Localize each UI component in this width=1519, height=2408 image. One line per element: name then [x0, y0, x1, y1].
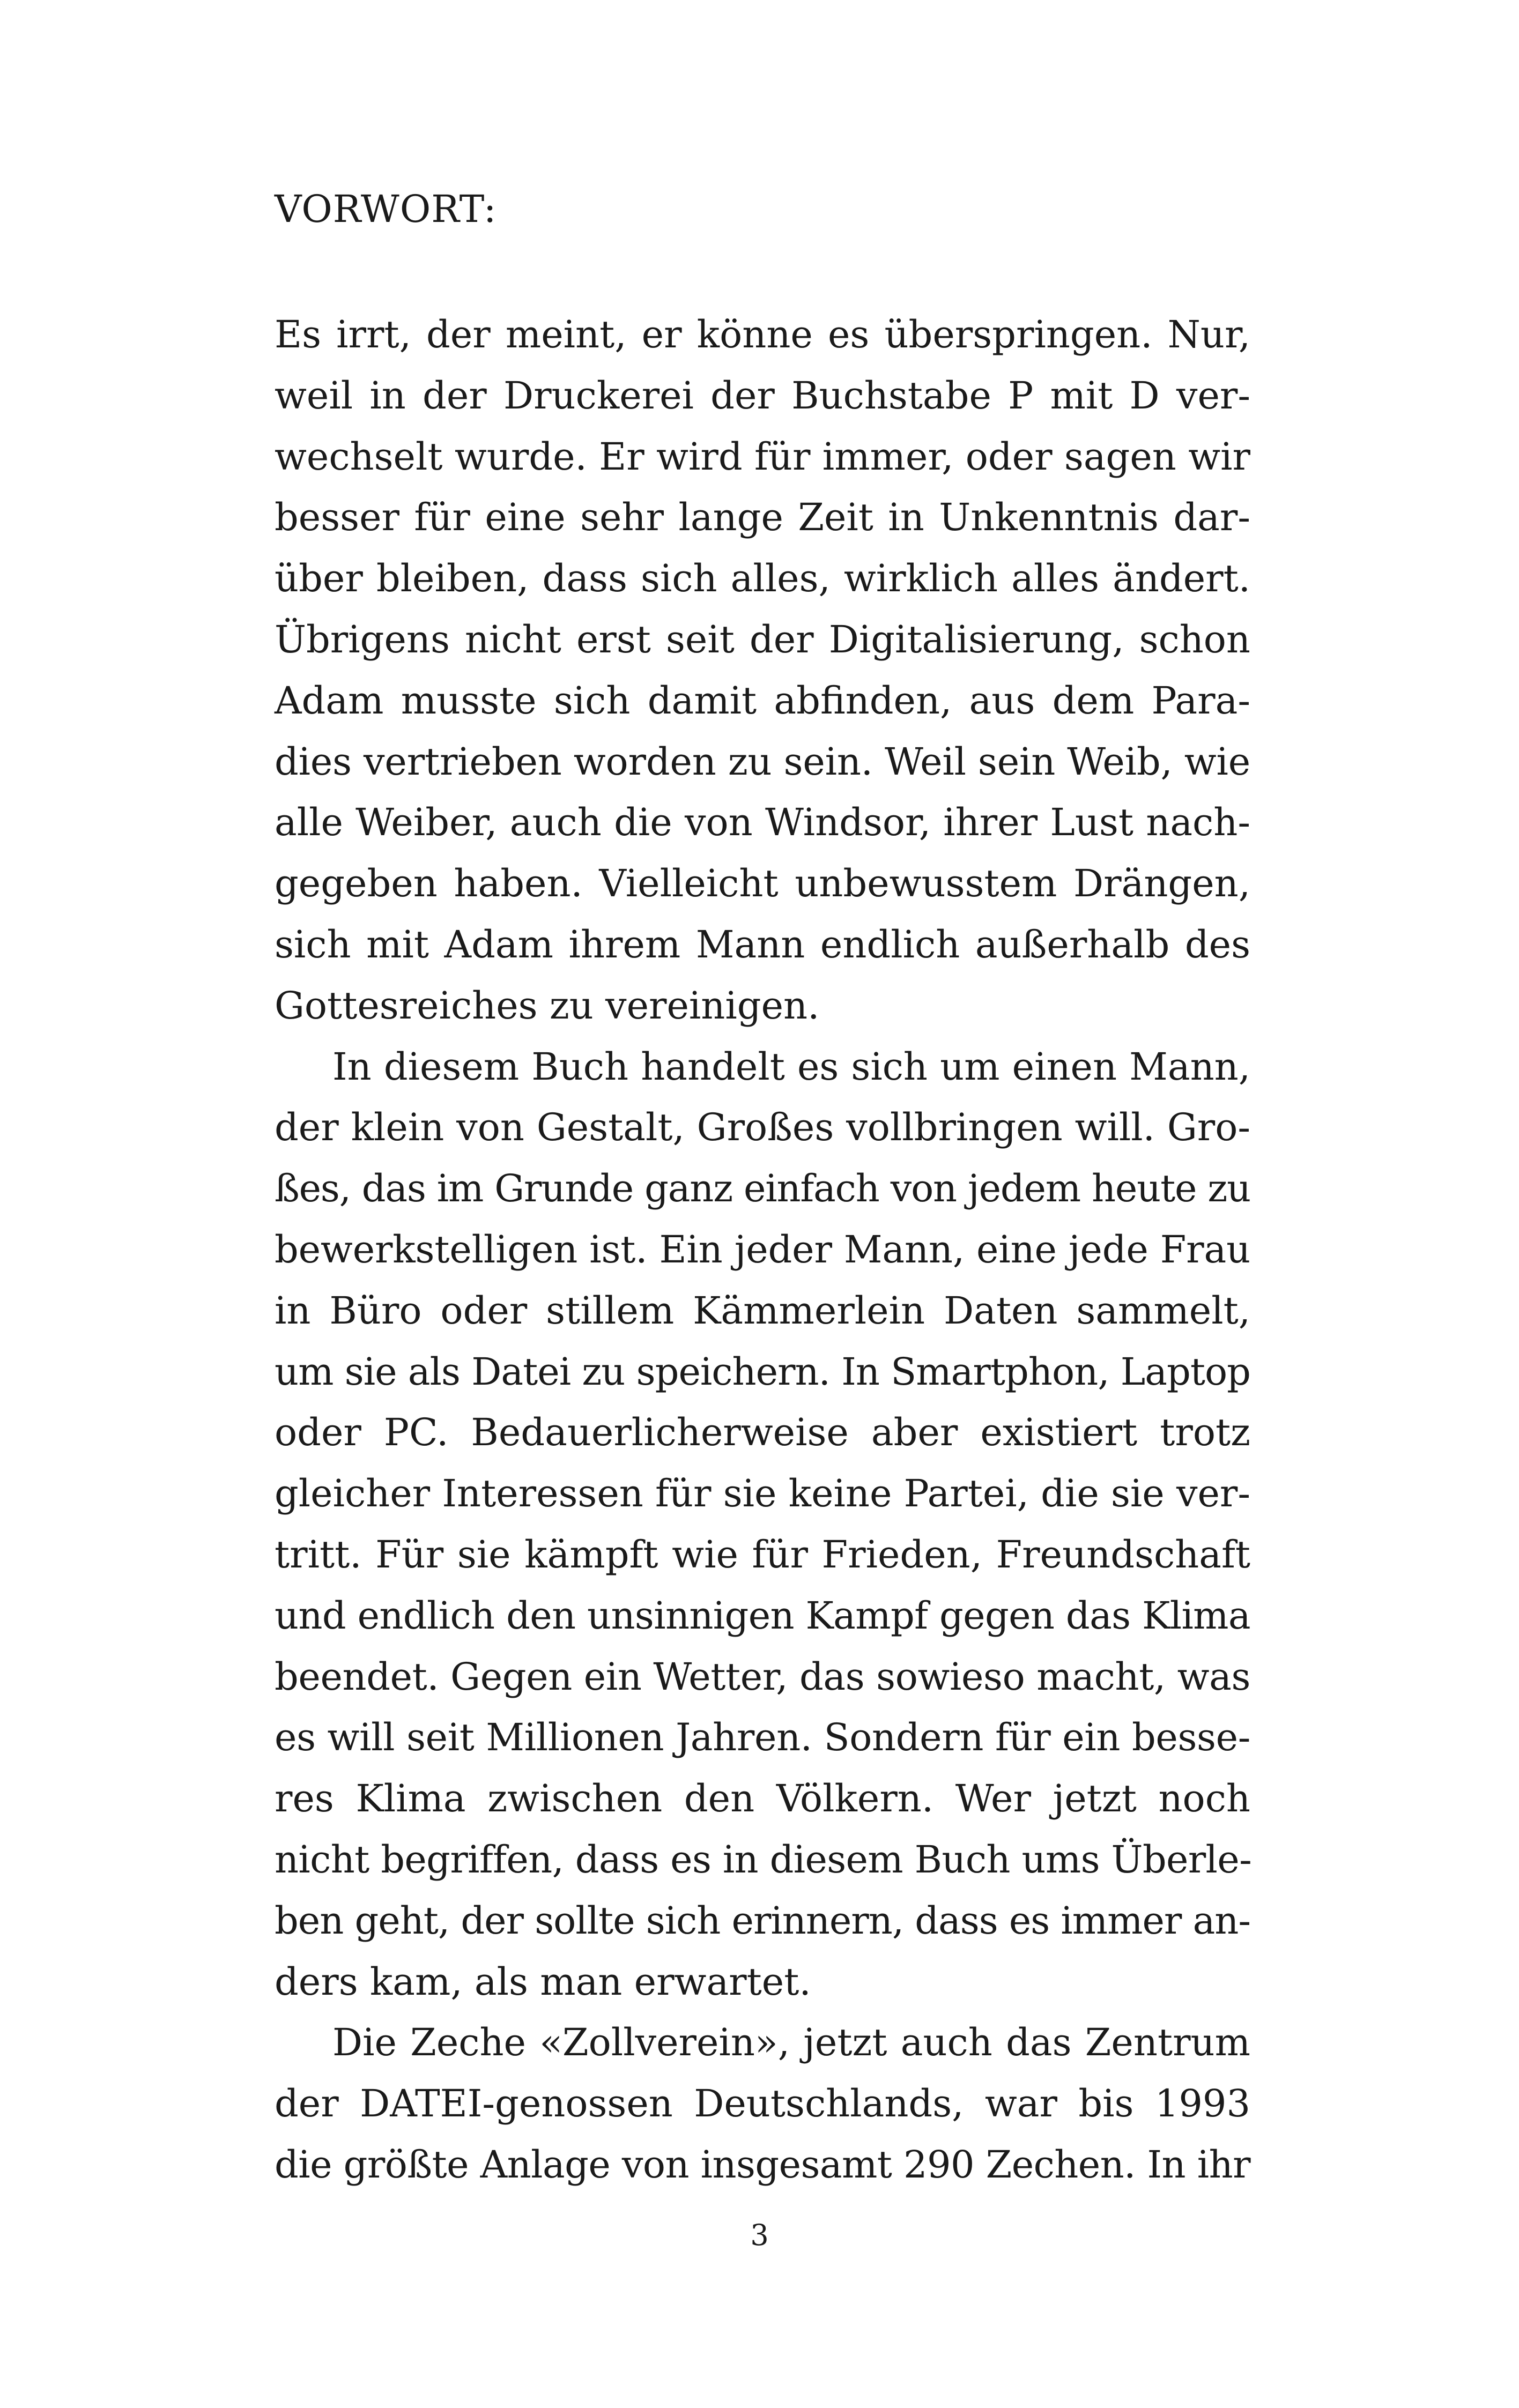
text-line: wechselt wurde. Er wird für immer, oder sagen wir	[275, 434, 1250, 479]
text-line: ben geht, der sollte sich erinnern, dass es immer an-	[275, 1898, 1250, 1943]
text-line: Gottesreiches zu vereinigen.	[275, 983, 820, 1028]
text-line: nicht begriffen, dass es in diesem Buch ums Überle-	[275, 1837, 1252, 1882]
text-line: ders kam, als man erwartet.	[275, 1959, 811, 2004]
text-line: der klein von Gestalt, Großes vollbringen will. Gro-	[275, 1105, 1250, 1150]
text-line: es will seit Millionen Jahren. Sondern für ein besse-	[275, 1715, 1250, 1760]
text-line: weil in der Druckerei der Buchstabe P mit D ver-	[275, 373, 1250, 418]
text-line: sich mit Adam ihrem Mann endlich außerhalb des	[275, 922, 1250, 967]
text-line: ßes, das im Grunde ganz einfach von jedem heute zu	[275, 1166, 1250, 1211]
text-line: res Klima zwischen den Völkern. Wer jetzt noch	[275, 1777, 1250, 1821]
text-line: Es irrt, der meint, er könne es überspringen. Nur,	[275, 313, 1250, 356]
text-line: und endlich den unsinnigen Kampf gegen das Klima	[275, 1593, 1250, 1638]
text-line: besser für eine sehr lange Zeit in Unkenntnis dar-	[275, 495, 1250, 540]
text-line: alle Weiber, auch die von Windsor, ihrer Lust nach-	[275, 800, 1250, 845]
text-line: Die Zeche «Zollverein», jetzt auch das Zentrum	[332, 2020, 1250, 2065]
text-line: Adam musste sich damit abfinden, aus dem Para-	[275, 678, 1250, 723]
text-line: die größte Anlage von insgesamt 290 Zechen. In ihr	[275, 2142, 1250, 2187]
text-line: dies vertrieben worden zu sein. Weil sein Weib, wie	[275, 739, 1250, 784]
text-line: über bleiben, dass sich alles, wirklich alles ändert.	[275, 556, 1250, 601]
text-line: Übrigens nicht erst seit der Digitalisierung, schon	[275, 617, 1250, 662]
text-line: gegeben haben. Vielleicht unbewusstem Drängen,	[275, 861, 1250, 906]
body-text	[275, 304, 1250, 2196]
text-line: der DATEI-genossen Deutschlands, war bis 1993	[275, 2082, 1250, 2126]
text-line: in Büro oder stillem Kämmerlein Daten sammelt,	[275, 1288, 1250, 1333]
text-line: um sie als Datei zu speichern. In Smartphon, Laptop	[275, 1349, 1250, 1394]
text-line: bewerkstelligen ist. Ein jeder Mann, eine jede Frau	[275, 1227, 1250, 1272]
text-line: tritt. Für sie kämpft wie für Frieden, Freundschaft	[275, 1532, 1250, 1577]
text-line: beendet. Gegen ein Wetter, das sowieso macht, was	[275, 1654, 1250, 1699]
text-line: In diesem Buch handelt es sich um einen Mann,	[332, 1044, 1250, 1089]
text-line: oder PC. Bedauerlicherweise aber existiert trotz	[275, 1410, 1250, 1455]
page-number: 3	[750, 2218, 769, 2252]
chapter-heading: VORWORT:	[275, 187, 497, 231]
text-line: gleicher Interessen für sie keine Partei, die sie ver-	[275, 1471, 1250, 1516]
